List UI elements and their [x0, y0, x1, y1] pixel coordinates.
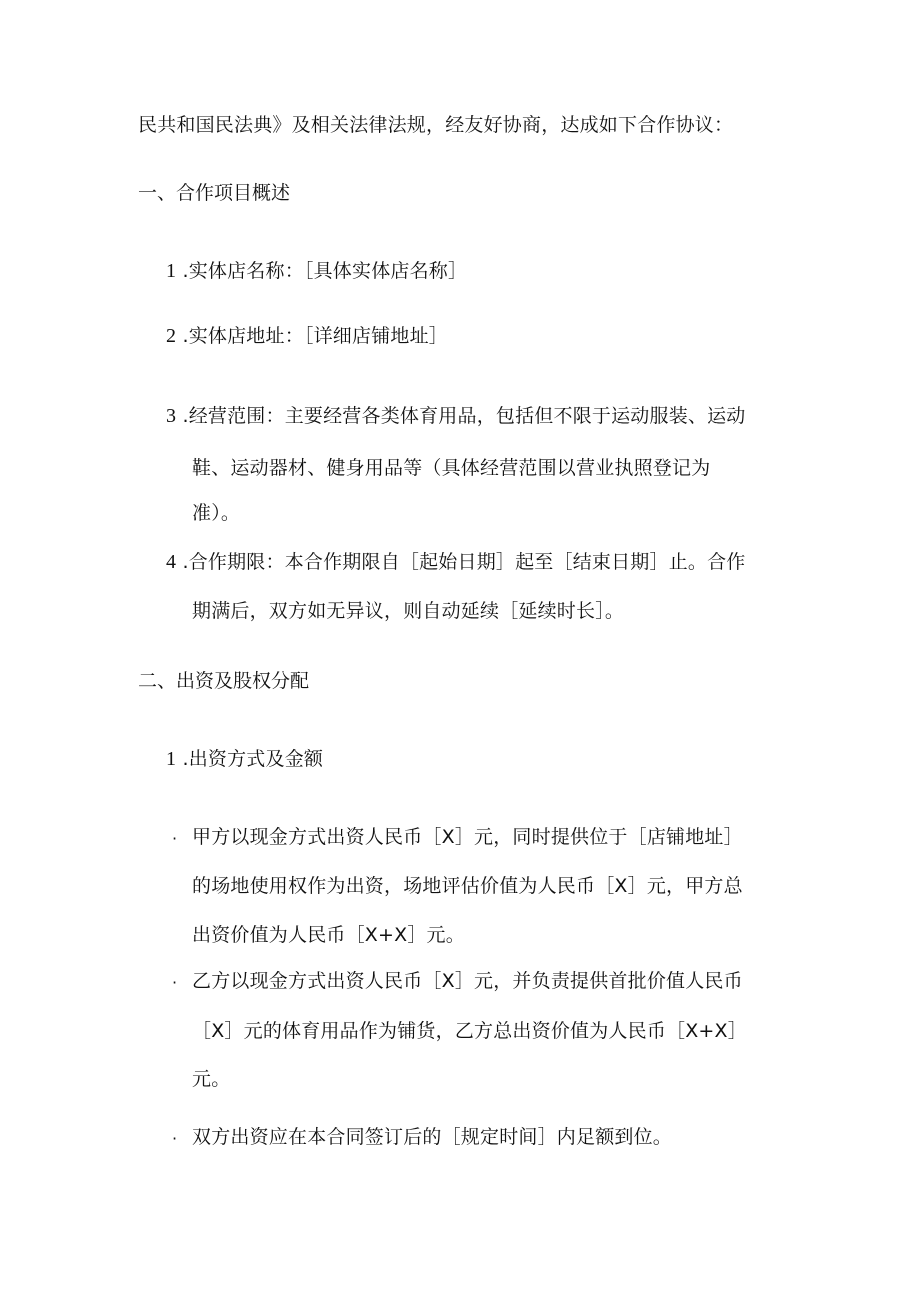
intro-line: 民共和国民法典》及相关法律法规，经友好协商，达成如下合作协议：	[138, 114, 734, 136]
section2-item1	[166, 746, 323, 772]
bullet1-line3: 出资价值为人民币［X+X］元。	[192, 924, 465, 946]
bullet2-line3: 元。	[192, 1068, 231, 1090]
bullet2-symbol: ·	[172, 973, 178, 992]
bullet3-line1: 双方出资应在本合同签订后的［规定时间］内足额到位。	[192, 1126, 673, 1148]
item-number: 4	[166, 551, 177, 573]
bullet2-line1: 乙方以现金方式出资人民币［X］元，并负责提供首批价值人民币	[192, 970, 743, 992]
section1-item1	[166, 258, 467, 284]
item-text: .合作期限：本合作期限自［起始日期］起至［结束日期］止。合作	[182, 551, 746, 573]
bullet2-line2: ［X］元的体育用品作为铺货，乙方总出资价值为人民币［X+X］	[192, 1020, 747, 1042]
section1-item3-line3: 准）。	[192, 502, 241, 524]
section1-heading: 一、合作项目概述	[138, 182, 291, 204]
item-text: .经营范围：主要经营各类体育用品，包括但不限于运动服装、运动	[182, 405, 746, 427]
section1-item3-line2: 鞋、运动器材、健身用品等（具体经营范围以营业执照登记为	[192, 457, 711, 479]
bullet1-line1: 甲方以现金方式出资人民币［X］元，同时提供位于［店铺地址］	[192, 826, 743, 848]
bullet3-symbol: ·	[172, 1129, 178, 1148]
item-text: .实体店名称：［具体实体店名称］	[182, 260, 468, 282]
section2-heading: 二、出资及股权分配	[138, 670, 310, 692]
section1-item2	[166, 323, 448, 349]
section1-item3-line1	[166, 403, 746, 429]
item-number: 1	[166, 748, 177, 770]
bullet1-line2: 的场地使用权作为出资，场地评估价值为人民币［X］元，甲方总	[192, 875, 743, 897]
section1-item4-line2: 期满后，双方如无异议，则自动延续［延续时长］。	[192, 600, 625, 622]
item-number: 2	[166, 325, 177, 347]
item-text: .实体店地址：［详细店铺地址］	[182, 325, 448, 347]
bullet1-symbol: ·	[172, 829, 178, 848]
item-number: 1	[166, 260, 177, 282]
item-number: 3	[166, 405, 177, 427]
section1-item4-line1	[166, 549, 746, 575]
item-text: .出资方式及金额	[182, 748, 324, 770]
